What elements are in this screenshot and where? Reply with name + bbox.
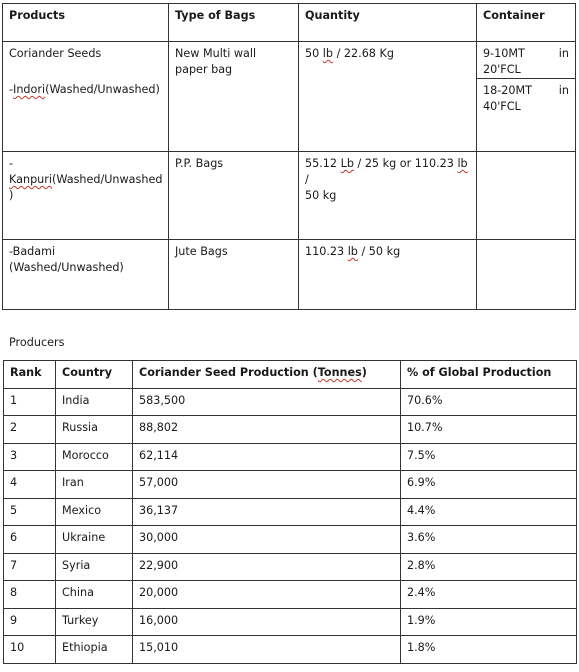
table-row	[4, 416, 577, 444]
rank-cell: 7	[4, 553, 56, 581]
rank-cell: 4	[4, 471, 56, 499]
share-cell: 1.9%	[401, 608, 577, 636]
share-cell: 70.6%	[401, 388, 577, 416]
share-cell: 10.7%	[401, 416, 577, 444]
table-row	[4, 498, 577, 526]
share-cell: 7.5%	[401, 443, 577, 471]
quantity-cell: 55.12 Lb / 25 kg or 110.23 lb / 50 kg	[299, 152, 477, 240]
producers-header-row	[4, 361, 577, 389]
country-cell: India	[56, 388, 133, 416]
table-row	[4, 553, 577, 581]
product-cell	[3, 42, 169, 152]
packaging-header-row	[3, 4, 576, 42]
share-cell: 3.6%	[401, 526, 577, 554]
header-global-share: % of Global Production	[401, 361, 577, 389]
header-country: Country	[56, 361, 133, 389]
rank-cell: 3	[4, 443, 56, 471]
bag-type-cell: P.P. Bags	[169, 152, 299, 240]
header-products: Products	[3, 4, 169, 42]
country-cell: Russia	[56, 416, 133, 444]
header-quantity: Quantity	[299, 4, 477, 42]
rank-cell: 6	[4, 526, 56, 554]
container-cell: 9-10MT in 20'FCL	[477, 42, 576, 79]
share-cell: 2.8%	[401, 553, 577, 581]
table-row	[4, 471, 577, 499]
country-cell: Ukraine	[56, 526, 133, 554]
product-cell: - Kanpuri(Washed/Unwashed )	[3, 152, 169, 240]
production-cell: 583,500	[133, 388, 401, 416]
rank-cell: 10	[4, 636, 56, 664]
header-rank: Rank	[4, 361, 56, 389]
country-cell: Iran	[56, 471, 133, 499]
rank-cell: 8	[4, 581, 56, 609]
table-row	[4, 443, 577, 471]
table-row	[4, 581, 577, 609]
rank-cell: 1	[4, 388, 56, 416]
production-cell: 62,114	[133, 443, 401, 471]
share-cell: 6.9%	[401, 471, 577, 499]
production-cell: 15,010	[133, 636, 401, 664]
packaging-table	[2, 3, 576, 310]
table-row	[4, 526, 577, 554]
table-row	[4, 388, 577, 416]
production-cell: 57,000	[133, 471, 401, 499]
table-row	[3, 152, 576, 240]
header-production: Coriander Seed Production (Tonnes)	[133, 361, 401, 389]
country-cell: Mexico	[56, 498, 133, 526]
table-row	[3, 42, 576, 79]
header-type-of-bags: Type of Bags	[169, 4, 299, 42]
rank-cell: 2	[4, 416, 56, 444]
producers-heading: Producers	[9, 336, 65, 349]
product-name: Coriander Seeds	[9, 47, 102, 60]
production-cell: 88,802	[133, 416, 401, 444]
production-cell: 36,137	[133, 498, 401, 526]
rank-cell: 9	[4, 608, 56, 636]
header-container: Container	[477, 4, 576, 42]
bag-type-cell: New Multi wall paper bag	[169, 42, 299, 152]
table-row	[3, 240, 576, 310]
producers-table	[3, 360, 577, 664]
production-cell: 20,000	[133, 581, 401, 609]
table-row	[4, 608, 577, 636]
production-cell: 16,000	[133, 608, 401, 636]
production-cell: 30,000	[133, 526, 401, 554]
bag-type-cell: Jute Bags	[169, 240, 299, 310]
country-cell: China	[56, 581, 133, 609]
container-cell	[477, 152, 576, 240]
country-cell: Ethiopia	[56, 636, 133, 664]
container-cell: 18-20MT in 40'FCL	[477, 79, 576, 152]
share-cell: 1.8%	[401, 636, 577, 664]
container-cell	[477, 240, 576, 310]
production-cell: 22,900	[133, 553, 401, 581]
share-cell: 4.4%	[401, 498, 577, 526]
product-variant: -Indori(Washed/Unwashed)	[9, 83, 160, 96]
table-row	[4, 636, 577, 664]
quantity-cell: 110.23 lb / 50 kg	[299, 240, 477, 310]
country-cell: Turkey	[56, 608, 133, 636]
country-cell: Morocco	[56, 443, 133, 471]
rank-cell: 5	[4, 498, 56, 526]
product-cell: -Badami (Washed/Unwashed)	[3, 240, 169, 310]
share-cell: 2.4%	[401, 581, 577, 609]
country-cell: Syria	[56, 553, 133, 581]
quantity-cell: 50 lb / 22.68 Kg	[299, 42, 477, 152]
